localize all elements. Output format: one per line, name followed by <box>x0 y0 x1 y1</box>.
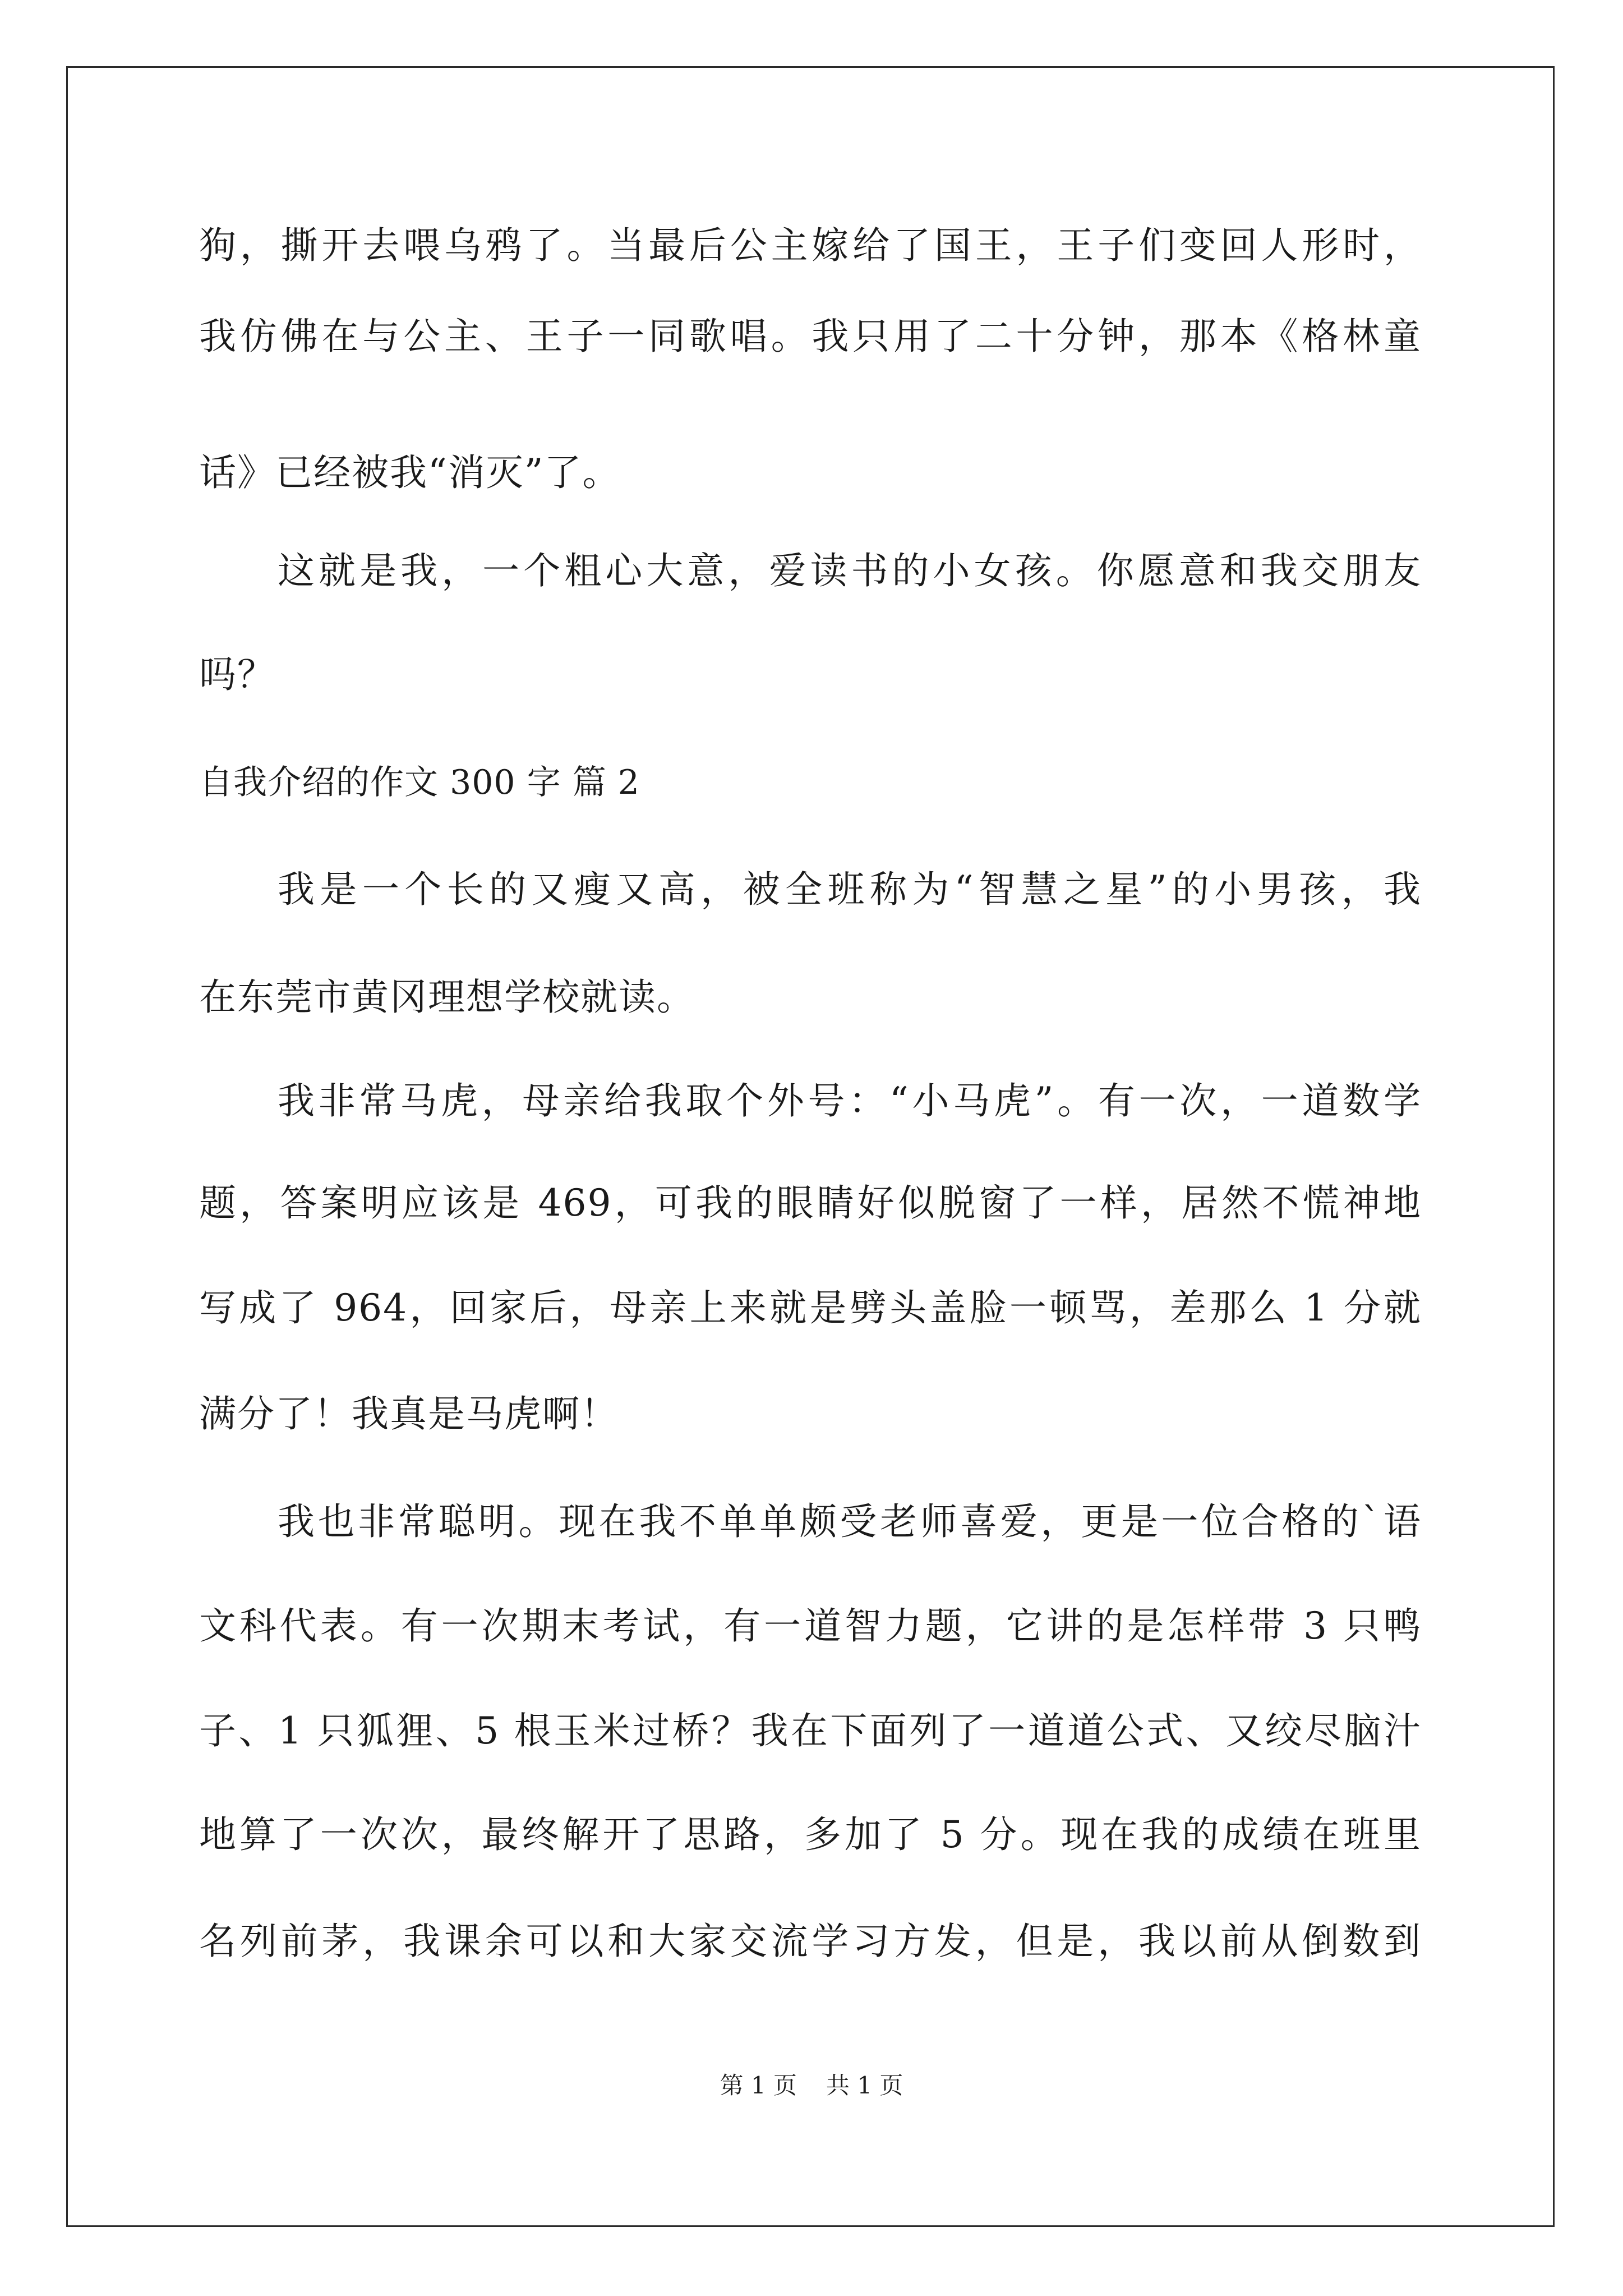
paragraph-line: 我也非常聪明。现在我不单单颇受老师喜爱，更是一位合格的`语 <box>278 1500 1422 1543</box>
section-heading: 自我介绍的作文 300 字 篇 2 <box>199 763 640 802</box>
paragraph-line: 地算了一次次，最终解开了思路，多加了 5 分。现在我的成绩在班里 <box>199 1813 1422 1856</box>
paragraph-line: 满分了！我真是马虎啊！ <box>199 1392 619 1435</box>
paragraph-line: 题，答案明应该是 469，可我的眼睛好似脱窗了一样，居然不慌神地 <box>199 1181 1422 1225</box>
page-total: 共 1 页 <box>826 2072 903 2099</box>
page-footer <box>0 2067 1623 2101</box>
paragraph-line: 吗？ <box>199 653 275 696</box>
paragraph-line: 这就是我，一个粗心大意，爱读书的小女孩。你愿意和我交朋友 <box>278 549 1422 592</box>
paragraph-line: 我是一个长的又瘦又高，被全班称为“智慧之星”的小男孩，我 <box>278 868 1422 911</box>
paragraph-line: 狗，撕开去喂乌鸦了。当最后公主嫁给了国王，王子们变回人形时， <box>199 224 1422 267</box>
paragraph-line: 话》已经被我“消灭”了。 <box>199 451 621 494</box>
page-border <box>66 66 1555 2227</box>
paragraph-line: 文科代表。有一次期末考试，有一道智力题，它讲的是怎样带 3 只鸭 <box>199 1604 1422 1648</box>
paragraph-line: 写成了 964，回家后，母亲上来就是劈头盖脸一顿骂，差那么 1 分就 <box>199 1286 1422 1329</box>
page-number: 第 1 页 <box>720 2072 797 2099</box>
paragraph-line: 我仿佛在与公主、王子一同歌唱。我只用了二十分钟，那本《格林童 <box>199 315 1422 358</box>
paragraph-line: 子、1 只狐狸、5 根玉米过桥？我在下面列了一道道公式、又绞尽脑汁 <box>199 1709 1422 1752</box>
paragraph-line: 在东莞市黄冈理想学校就读。 <box>199 976 695 1019</box>
paragraph-line: 我非常马虎，母亲给我取个外号：“小马虎”。有一次，一道数学 <box>278 1079 1422 1122</box>
paragraph-line: 名列前茅，我课余可以和大家交流学习方发，但是，我以前从倒数到 <box>199 1920 1422 1963</box>
